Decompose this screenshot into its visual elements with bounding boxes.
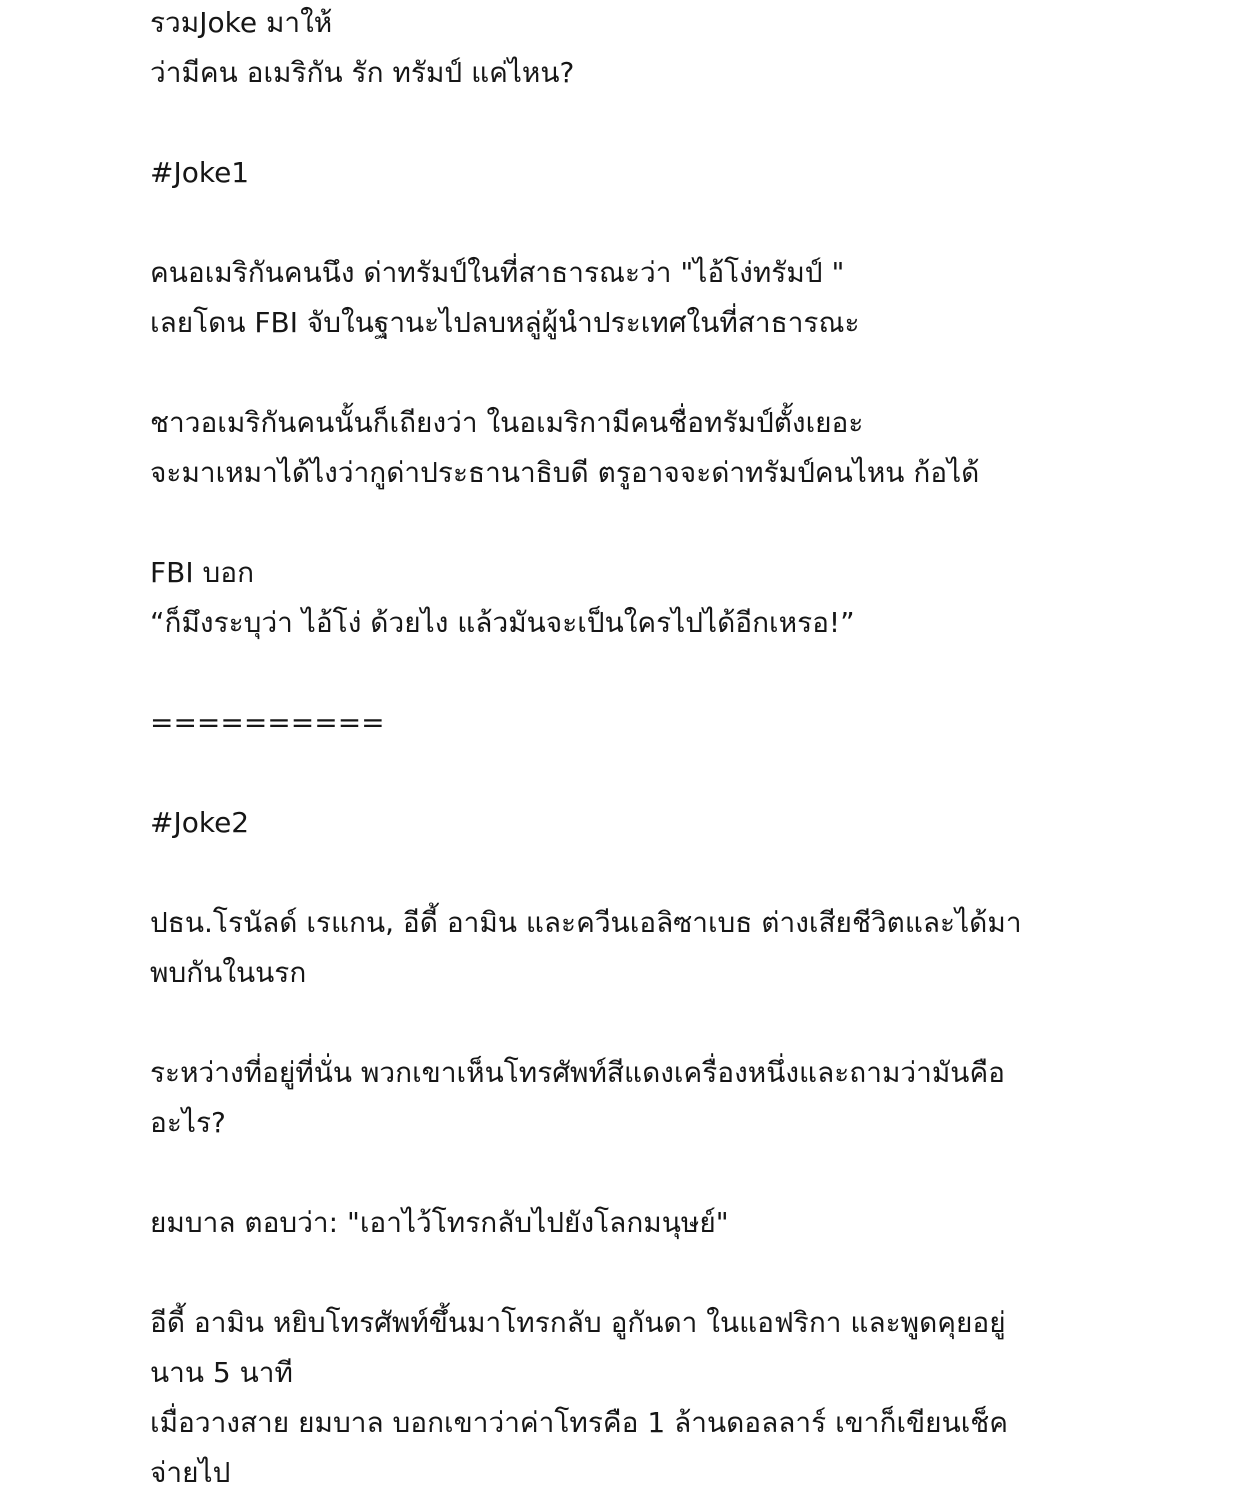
intro-question: ว่ามีคน อเมริกัน รัก ทรัมป์ แค่ไหน? [150,56,575,89]
joke1-paragraph-1-line-2: เลยโดน FBI จับในฐานะไปลบหลู่ผู้นำประเทศในที่สาธารณะ [150,306,860,339]
spacer [150,498,1110,548]
joke1-punchline: “ก็มึงระบุว่า ไอ้โง่ ด้วยไง แล้วมันจะเป็นใครไปได้อีกเหรอ!” [150,606,855,639]
joke2-heading: #Joke2 [150,806,250,839]
joke2-paragraph-2-line-1: ระหว่างที่อยู่ที่นั่น พวกเขาเห็นโทรศัพท์สีแดงเครื่องหนึ่งและถามว่ามันคือ [150,1056,1005,1089]
joke2-paragraph-1-line-1: ปธน.โรนัลด์ เรแกน, อีดี้ อามิน และควีนเอลิซาเบธ ต่างเสียชีวิตและได้มา [150,906,1022,939]
joke2-paragraph-4-line-1: อีดี้ อามิน หยิบโทรศัพท์ขึ้นมาโทรกลับ อูกันดา ในแอฟริกา และพูดคุยอยู่ [150,1306,1006,1339]
spacer [150,1148,1110,1198]
joke2-paragraph-4-line-2: นาน 5 นาที [150,1356,293,1389]
intro-title: รวมJoke มาให้ [150,6,333,39]
joke1-paragraph-2-line-2: จะมาเหมาได้ไงว่ากูด่าประธานาธิบดี ตรูอาจจะด่าทรัมป์คนไหน ก้อได้ [150,456,980,489]
spacer [150,998,1110,1048]
separator: ========== [150,706,385,739]
joke1-paragraph-1-line-1: คนอเมริกันคนนึง ด่าทรัมป์ในที่สาธารณะว่า "ไอ้โง่ทรัมป์ " [150,256,845,289]
joke2-paragraph-3-line-1: ยมบาล ตอบว่า: "เอาไว้โทรกลับไปยังโลกมนุษย์" [150,1206,729,1239]
joke1-paragraph-2-line-1: ชาวอเมริกันคนนั้นก็เถียงว่า ในอเมริกามีคนชื่อทรัมป์ตั้งเยอะ [150,406,864,439]
joke1-paragraph-3-line-1: FBI บอก [150,556,255,589]
spacer [150,198,1110,248]
spacer [150,648,1110,698]
spacer [150,1248,1110,1298]
joke2-paragraph-1-line-2: พบกันในนรก [150,956,307,989]
spacer [150,848,1110,898]
post-body [150,0,1110,1498]
spacer [150,348,1110,398]
spacer [150,748,1110,798]
joke2-paragraph-2-line-2: อะไร? [150,1106,226,1139]
spacer [150,98,1110,148]
joke1-heading: #Joke1 [150,156,250,189]
joke2-paragraph-5-line-2: จ่ายไป [150,1456,231,1489]
joke2-paragraph-5-line-1: เมื่อวางสาย ยมบาล บอกเขาว่าค่าโทรคือ 1 ล้านดอลลาร์ เขาก็เขียนเช็ค [150,1406,1009,1439]
